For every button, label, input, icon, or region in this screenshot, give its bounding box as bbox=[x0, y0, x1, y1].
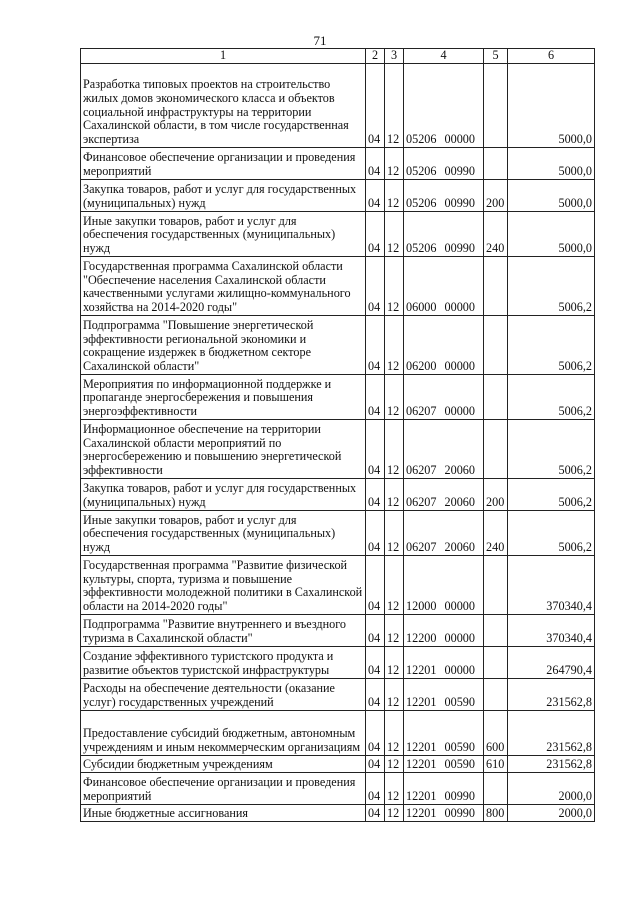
row-expense-type-cell bbox=[484, 316, 508, 375]
row-name-cell: Финансовое обеспечение организации и проведения мероприятий bbox=[81, 148, 366, 180]
row-expense-type-cell bbox=[484, 679, 508, 711]
row-amount-cell: 231562,8 bbox=[508, 756, 595, 773]
row-target-code-cell: 05206 00990 bbox=[404, 212, 484, 257]
table-row bbox=[81, 647, 595, 679]
row-amount-cell: 5000,0 bbox=[508, 212, 595, 257]
row-amount-cell: 5006,2 bbox=[508, 316, 595, 375]
row-section-cell: 04 bbox=[366, 148, 385, 180]
page-number: 71 bbox=[313, 33, 327, 48]
table-row bbox=[81, 615, 595, 647]
row-target-code-cell: 05206 00990 bbox=[404, 180, 484, 212]
row-amount-cell: 5006,2 bbox=[508, 479, 595, 511]
row-subsection-cell: 12 bbox=[385, 375, 404, 420]
row-amount-cell: 231562,8 bbox=[508, 679, 595, 711]
table-body bbox=[81, 64, 595, 822]
table-row bbox=[81, 375, 595, 420]
table-row bbox=[81, 316, 595, 375]
row-expense-type-cell bbox=[484, 420, 508, 479]
row-subsection-cell: 12 bbox=[385, 180, 404, 212]
row-name-cell: Подпрограмма "Повышение энергетической эффективности региональной экономики и сокращение издержек в бюджетном секторе Сахалинской области" bbox=[81, 316, 366, 375]
table-row bbox=[81, 556, 595, 615]
row-section-cell: 04 bbox=[366, 316, 385, 375]
row-name-cell: Иные закупки товаров, работ и услуг для обеспечения государственных (муниципальных) нужд bbox=[81, 511, 366, 556]
header-cell: 1 bbox=[81, 49, 366, 64]
row-name-cell: Иные закупки товаров, работ и услуг для обеспечения государственных (муниципальных) нужд bbox=[81, 212, 366, 257]
table-row bbox=[81, 679, 595, 711]
row-section-cell: 04 bbox=[366, 257, 385, 316]
row-section-cell: 04 bbox=[366, 773, 385, 805]
header-cell: 6 bbox=[508, 49, 595, 64]
table-row bbox=[81, 148, 595, 180]
row-expense-type-cell: 610 bbox=[484, 756, 508, 773]
row-target-code-cell: 06207 20060 bbox=[404, 420, 484, 479]
row-section-cell: 04 bbox=[366, 511, 385, 556]
row-name-cell: Закупка товаров, работ и услуг для государственных (муниципальных) нужд bbox=[81, 180, 366, 212]
row-name-cell: Государственная программа "Развитие физической культуры, спорта, туризма и повышение эффективности молодежной политики в Сахалинской области на 2014-2020 годы" bbox=[81, 556, 366, 615]
table-row bbox=[81, 257, 595, 316]
row-subsection-cell: 12 bbox=[385, 773, 404, 805]
table-row bbox=[81, 64, 595, 148]
row-section-cell: 04 bbox=[366, 805, 385, 822]
row-subsection-cell: 12 bbox=[385, 511, 404, 556]
row-amount-cell: 5006,2 bbox=[508, 257, 595, 316]
row-expense-type-cell bbox=[484, 647, 508, 679]
row-subsection-cell: 12 bbox=[385, 615, 404, 647]
row-target-code-cell: 12201 00590 bbox=[404, 711, 484, 756]
row-section-cell: 04 bbox=[366, 711, 385, 756]
row-section-cell: 04 bbox=[366, 679, 385, 711]
row-amount-cell: 2000,0 bbox=[508, 773, 595, 805]
row-name-cell: Предоставление субсидий бюджетным, автономным учреждениям и иным некоммерческим организациям bbox=[81, 711, 366, 756]
row-target-code-cell: 05206 00990 bbox=[404, 148, 484, 180]
row-name-cell: Иные бюджетные ассигнования bbox=[81, 805, 366, 822]
row-section-cell: 04 bbox=[366, 615, 385, 647]
row-amount-cell: 5000,0 bbox=[508, 64, 595, 148]
table-row bbox=[81, 711, 595, 756]
header-cell: 4 bbox=[404, 49, 484, 64]
row-section-cell: 04 bbox=[366, 756, 385, 773]
header-cell: 3 bbox=[385, 49, 404, 64]
table-row bbox=[81, 212, 595, 257]
row-name-cell: Расходы на обеспечение деятельности (оказание услуг) государственных учреждений bbox=[81, 679, 366, 711]
row-section-cell: 04 bbox=[366, 375, 385, 420]
row-target-code-cell: 06207 20060 bbox=[404, 511, 484, 556]
row-subsection-cell: 12 bbox=[385, 316, 404, 375]
row-target-code-cell: 05206 00000 bbox=[404, 64, 484, 148]
row-name-cell: Информационное обеспечение на территории Сахалинской области мероприятий по энергосбережению и повышению энергетической эффективности bbox=[81, 420, 366, 479]
row-section-cell: 04 bbox=[366, 420, 385, 479]
row-expense-type-cell: 240 bbox=[484, 212, 508, 257]
row-section-cell: 04 bbox=[366, 180, 385, 212]
row-subsection-cell: 12 bbox=[385, 257, 404, 316]
row-subsection-cell: 12 bbox=[385, 647, 404, 679]
row-name-cell: Государственная программа Сахалинской области "Обеспечение населения Сахалинской области качественными услугами жилищно-коммунального хозяйства на 2014-2020 годы" bbox=[81, 257, 366, 316]
table-row bbox=[81, 420, 595, 479]
row-target-code-cell: 12201 00590 bbox=[404, 756, 484, 773]
row-target-code-cell: 12200 00000 bbox=[404, 615, 484, 647]
row-expense-type-cell bbox=[484, 615, 508, 647]
row-expense-type-cell bbox=[484, 773, 508, 805]
table-row bbox=[81, 511, 595, 556]
row-name-cell: Разработка типовых проектов на строительство жилых домов экономического класса и объектов социальной инфраструктуры на территории Сахалинской области, в том числе государственная экспертиза bbox=[81, 64, 366, 148]
row-amount-cell: 5006,2 bbox=[508, 511, 595, 556]
header-cell: 2 bbox=[366, 49, 385, 64]
row-expense-type-cell bbox=[484, 257, 508, 316]
row-section-cell: 04 bbox=[366, 647, 385, 679]
row-name-cell: Подпрограмма "Развитие внутреннего и въездного туризма в Сахалинской области" bbox=[81, 615, 366, 647]
table-row bbox=[81, 479, 595, 511]
row-section-cell: 04 bbox=[366, 212, 385, 257]
row-section-cell: 04 bbox=[366, 556, 385, 615]
header-row bbox=[81, 49, 595, 64]
row-name-cell: Закупка товаров, работ и услуг для государственных (муниципальных) нужд bbox=[81, 479, 366, 511]
row-expense-type-cell bbox=[484, 375, 508, 420]
row-amount-cell: 231562,8 bbox=[508, 711, 595, 756]
row-expense-type-cell bbox=[484, 148, 508, 180]
row-target-code-cell: 06000 00000 bbox=[404, 257, 484, 316]
row-target-code-cell: 12201 00000 bbox=[404, 647, 484, 679]
table-row bbox=[81, 773, 595, 805]
row-amount-cell: 2000,0 bbox=[508, 805, 595, 822]
row-subsection-cell: 12 bbox=[385, 756, 404, 773]
row-target-code-cell: 06200 00000 bbox=[404, 316, 484, 375]
row-subsection-cell: 12 bbox=[385, 805, 404, 822]
row-name-cell: Финансовое обеспечение организации и проведения мероприятий bbox=[81, 773, 366, 805]
row-expense-type-cell bbox=[484, 64, 508, 148]
row-expense-type-cell: 200 bbox=[484, 479, 508, 511]
row-name-cell: Субсидии бюджетным учреждениям bbox=[81, 756, 366, 773]
row-amount-cell: 370340,4 bbox=[508, 556, 595, 615]
budget-table bbox=[80, 48, 595, 822]
row-expense-type-cell: 200 bbox=[484, 180, 508, 212]
row-amount-cell: 370340,4 bbox=[508, 615, 595, 647]
row-subsection-cell: 12 bbox=[385, 556, 404, 615]
row-target-code-cell: 06207 00000 bbox=[404, 375, 484, 420]
row-target-code-cell: 12201 00990 bbox=[404, 773, 484, 805]
row-target-code-cell: 12201 00990 bbox=[404, 805, 484, 822]
row-subsection-cell: 12 bbox=[385, 64, 404, 148]
header-cell: 5 bbox=[484, 49, 508, 64]
row-subsection-cell: 12 bbox=[385, 479, 404, 511]
row-expense-type-cell bbox=[484, 556, 508, 615]
row-subsection-cell: 12 bbox=[385, 148, 404, 180]
row-amount-cell: 5006,2 bbox=[508, 420, 595, 479]
row-name-cell: Создание эффективного туристского продукта и развитие объектов туристской инфраструктуры bbox=[81, 647, 366, 679]
row-amount-cell: 5000,0 bbox=[508, 180, 595, 212]
row-subsection-cell: 12 bbox=[385, 679, 404, 711]
row-target-code-cell: 12201 00590 bbox=[404, 679, 484, 711]
row-subsection-cell: 12 bbox=[385, 212, 404, 257]
row-name-cell: Мероприятия по информационной поддержке и пропаганде энергосбережения и повышения энергоэффективности bbox=[81, 375, 366, 420]
row-target-code-cell: 12000 00000 bbox=[404, 556, 484, 615]
row-section-cell: 04 bbox=[366, 64, 385, 148]
row-section-cell: 04 bbox=[366, 479, 385, 511]
table-row bbox=[81, 180, 595, 212]
row-expense-type-cell: 800 bbox=[484, 805, 508, 822]
row-amount-cell: 5006,2 bbox=[508, 375, 595, 420]
row-amount-cell: 5000,0 bbox=[508, 148, 595, 180]
row-amount-cell: 264790,4 bbox=[508, 647, 595, 679]
row-subsection-cell: 12 bbox=[385, 420, 404, 479]
row-target-code-cell: 06207 20060 bbox=[404, 479, 484, 511]
row-subsection-cell: 12 bbox=[385, 711, 404, 756]
row-expense-type-cell: 600 bbox=[484, 711, 508, 756]
row-expense-type-cell: 240 bbox=[484, 511, 508, 556]
table-row bbox=[81, 756, 595, 773]
table-row bbox=[81, 805, 595, 822]
